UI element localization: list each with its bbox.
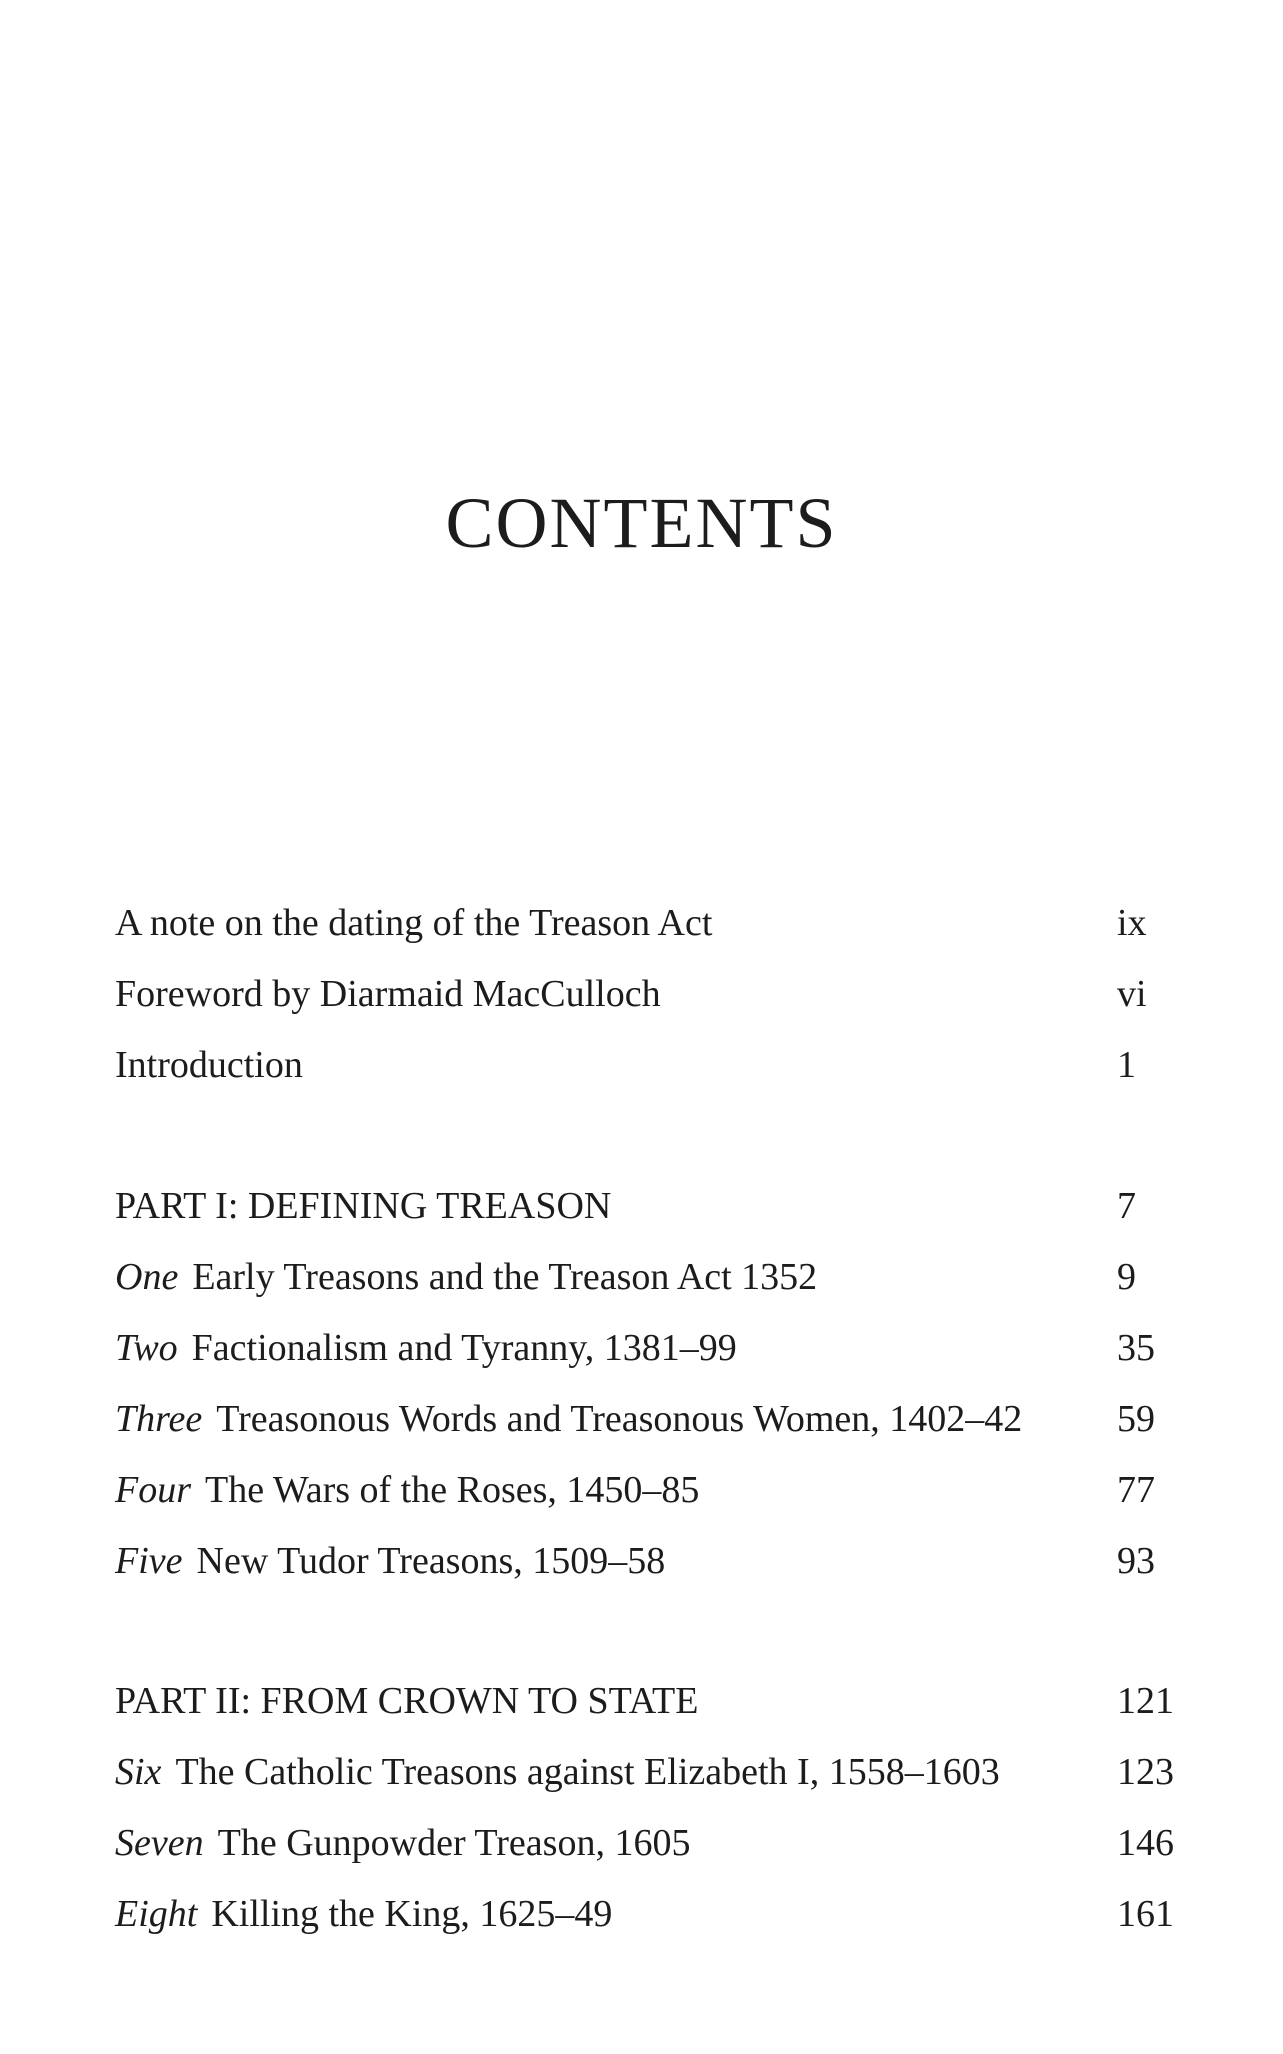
toc-chapter-1 [115,1249,1175,1305]
entry-page-number: 77 [1117,1469,1155,1511]
entry-page-number: 161 [1117,1893,1174,1935]
entry-title-group [115,1320,737,1376]
entry-title: A note on the dating of the Treason Act [115,902,713,944]
entry-title: Introduction [115,1044,303,1086]
chapter-title: The Wars of the Roses, 1450–85 [205,1469,700,1511]
chapter-title: Early Treasons and the Treason Act 1352 [192,1256,818,1298]
entry-title-group [115,1815,690,1871]
chapter-title: The Gunpowder Treason, 1605 [217,1822,691,1864]
entry-title: Foreword by Diarmaid MacCulloch [115,973,661,1015]
chapter-title: New Tudor Treasons, 1509–58 [196,1540,666,1582]
entry-title-group [115,1886,612,1942]
toc-part-heading-1 [115,1178,1175,1234]
chapter-title: The Catholic Treasons against Elizabeth I, 1558–1603 [175,1751,1000,1793]
chapter-title: Treasonous Words and Treasonous Women, 1402–42 [216,1398,1023,1440]
entry-title-group [115,1462,699,1518]
chapter-number: Six [115,1751,162,1793]
toc-chapter-5 [115,1533,1175,1589]
toc-entry-introduction [115,1037,1175,1093]
toc-chapter-7 [115,1815,1175,1871]
toc-chapter-4 [115,1462,1175,1518]
chapter-number: Seven [115,1822,204,1864]
entry-page-number: 9 [1117,1256,1136,1298]
page-title: CONTENTS [445,483,838,563]
chapter-number: Five [115,1540,183,1582]
entry-page-number: 1 [1117,1044,1136,1086]
part-heading: PART I: DEFINING TREASON [115,1185,612,1227]
toc-part-heading-2 [115,1673,1175,1729]
entry-title-group [115,1249,817,1305]
chapter-title: Killing the King, 1625–49 [211,1893,613,1935]
entry-title-group [115,1533,665,1589]
chapter-number: Two [115,1327,178,1369]
chapter-title: Factionalism and Tyranny, 1381–99 [191,1327,737,1369]
entry-page-number: 35 [1117,1327,1155,1369]
toc-entry-foreword [115,966,1175,1022]
entry-page-number: vi [1117,973,1147,1015]
toc-chapter-2 [115,1320,1175,1376]
entry-page-number: 93 [1117,1540,1155,1582]
chapter-number: Eight [115,1893,198,1935]
entry-title-group [115,1744,1000,1800]
entry-page-number: 59 [1117,1398,1155,1440]
entry-page-number: 146 [1117,1822,1174,1864]
entry-page-number: 123 [1117,1751,1174,1793]
entry-title-group [115,1391,1022,1447]
entry-page-number: 121 [1117,1680,1174,1722]
entry-page-number: 7 [1117,1185,1136,1227]
part-heading: PART II: FROM CROWN TO STATE [115,1680,699,1722]
toc-chapter-6 [115,1744,1175,1800]
toc-chapter-3 [115,1391,1175,1447]
toc-entry-dating-note [115,895,1175,951]
chapter-number: Three [115,1398,203,1440]
toc-chapter-8 [115,1886,1175,1942]
entry-page-number: ix [1117,902,1147,944]
chapter-number: One [115,1256,179,1298]
chapter-number: Four [115,1469,191,1511]
